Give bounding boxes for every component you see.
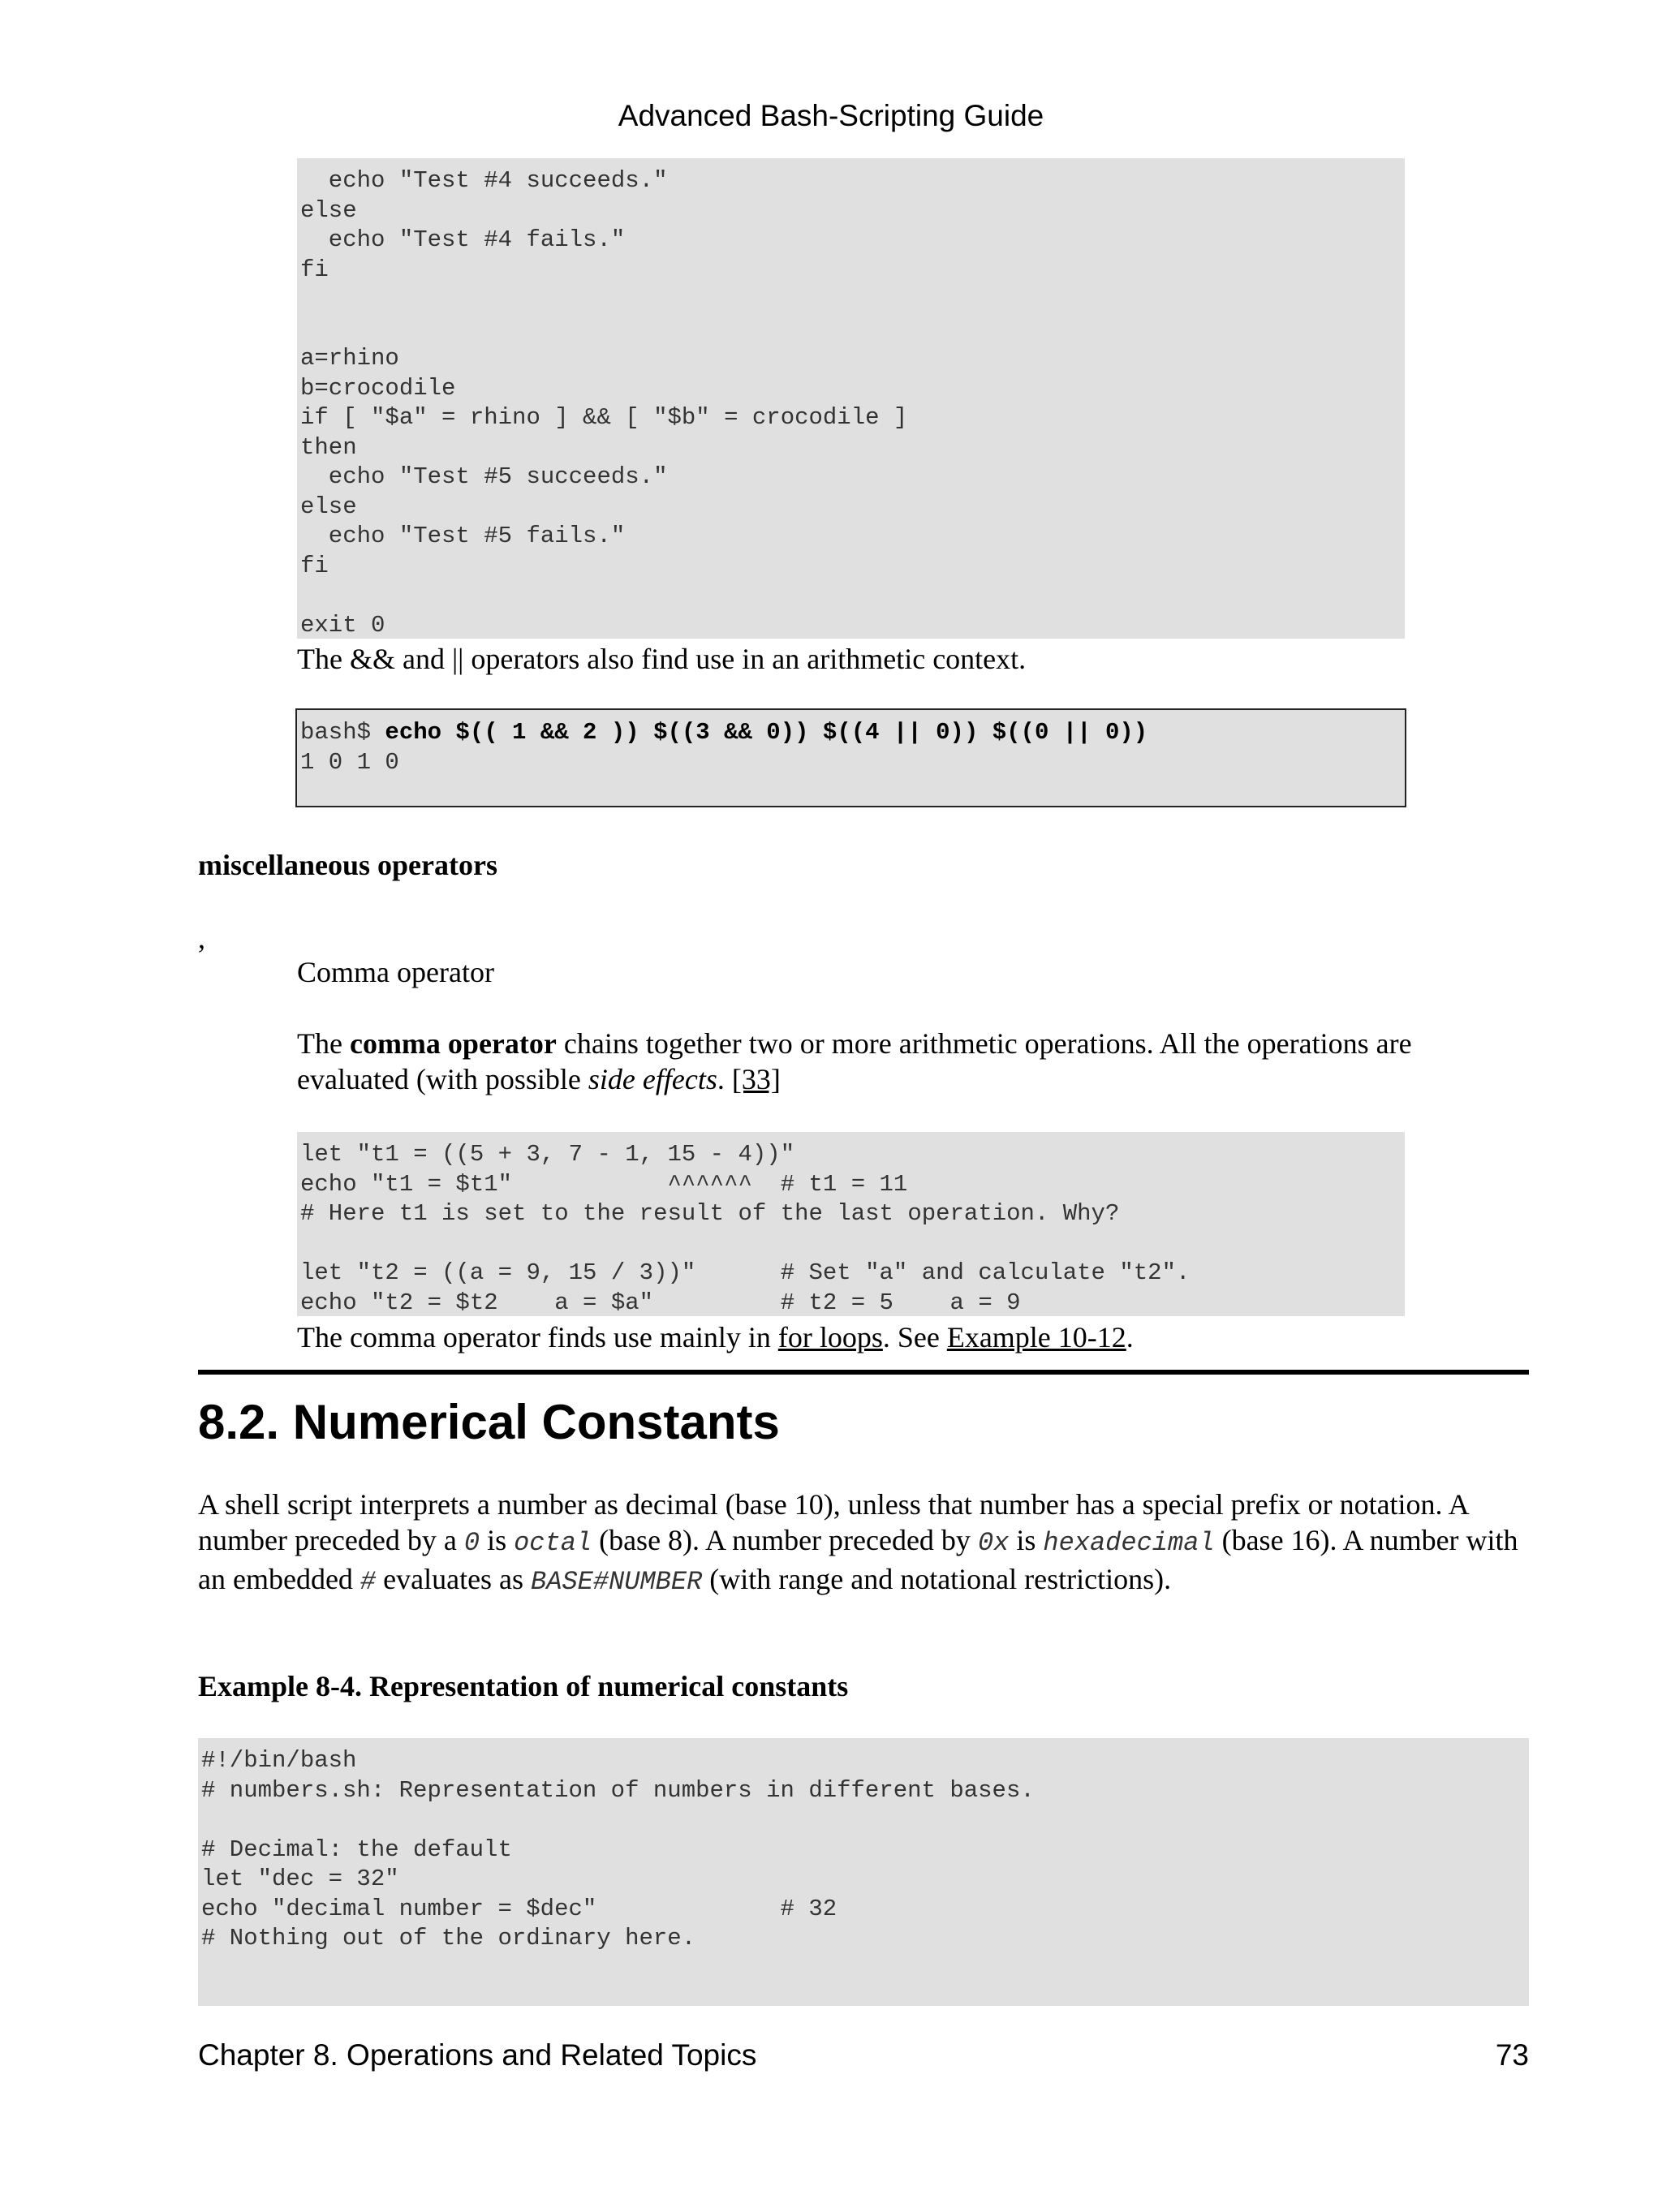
code-block-test-operators: echo "Test #4 succeeds." else echo "Test #4 fails." fi a=rhino b=crocodile if [ "$a" = rhino ] && [ "$b" = crocodile ] then echo "Test #5 succeeds." else echo "Test #5 fails." fi exit 0 (297, 158, 1405, 639)
footer-chapter: Chapter 8. Operations and Related Topics (198, 2038, 757, 2072)
footnote-33-link[interactable]: [33] (731, 1063, 781, 1095)
comma-operator-description: The comma operator chains together two or more arithmetic operations. All the operations are evaluated (with possible side effects. [33] (297, 1027, 1412, 1095)
arithmetic-context-paragraph: The && and || operators also find use in an arithmetic context. (297, 643, 1027, 675)
screen-block-arithmetic (295, 708, 1406, 807)
example-10-12-link[interactable]: Example 10-12 (946, 1321, 1126, 1353)
comma-operator-label: Comma operator (297, 956, 494, 988)
code-block-numbers: #!/bin/bash # numbers.sh: Representation of numbers in different bases. # Decimal: the default let "dec = 32" echo "decimal number = $dec" # 32 # Nothing out of the ordinary here. (198, 1738, 1529, 2006)
screen-command: echo $(( 1 && 2 )) $((3 && 0)) $((4 || 0)) $((0 || 0)) (385, 719, 1148, 746)
example-title: Example 8-4. Representation of numerical constants (198, 1670, 849, 1702)
numerical-constants-paragraph: A shell script interprets a number as decimal (base 10), unless that number has a special prefix or notation. A number preceded by a 0 is octal (base 8). A number preceded by 0x is hexadecimal (base 16). A number with an embedded # evaluates as BASE#NUMBER (with range and notational restrictions). (198, 1488, 1518, 1597)
for-loops-link[interactable]: for loops (777, 1321, 883, 1353)
page-header: Advanced Bash-Scripting Guide (618, 99, 1044, 132)
section-divider (198, 1370, 1529, 1375)
comma-usage-paragraph: The comma operator finds use mainly in for loops. See Example 10-12. (297, 1321, 1134, 1353)
screen-output: 1 0 1 0 (300, 748, 399, 776)
code-block-comma: let "t1 = ((5 + 3, 7 - 1, 15 - 4))" echo "t1 = $t1" ^^^^^^ # t1 = 11 # Here t1 is set to the result of the last operation. Why? let "t2 = ((a = 9, 15 / 3))" # Set "a" and calculate "t2". echo "t2 = $t2 a = $a" # t2 = 5 a = 9 (297, 1132, 1405, 1316)
screen-prompt: bash$ (300, 719, 385, 746)
comma-symbol: , (198, 922, 205, 954)
misc-operators-heading: miscellaneous operators (198, 849, 497, 881)
section-title: 8.2. Numerical Constants (198, 1395, 780, 1449)
footer-page-number: 73 (1495, 2038, 1529, 2072)
